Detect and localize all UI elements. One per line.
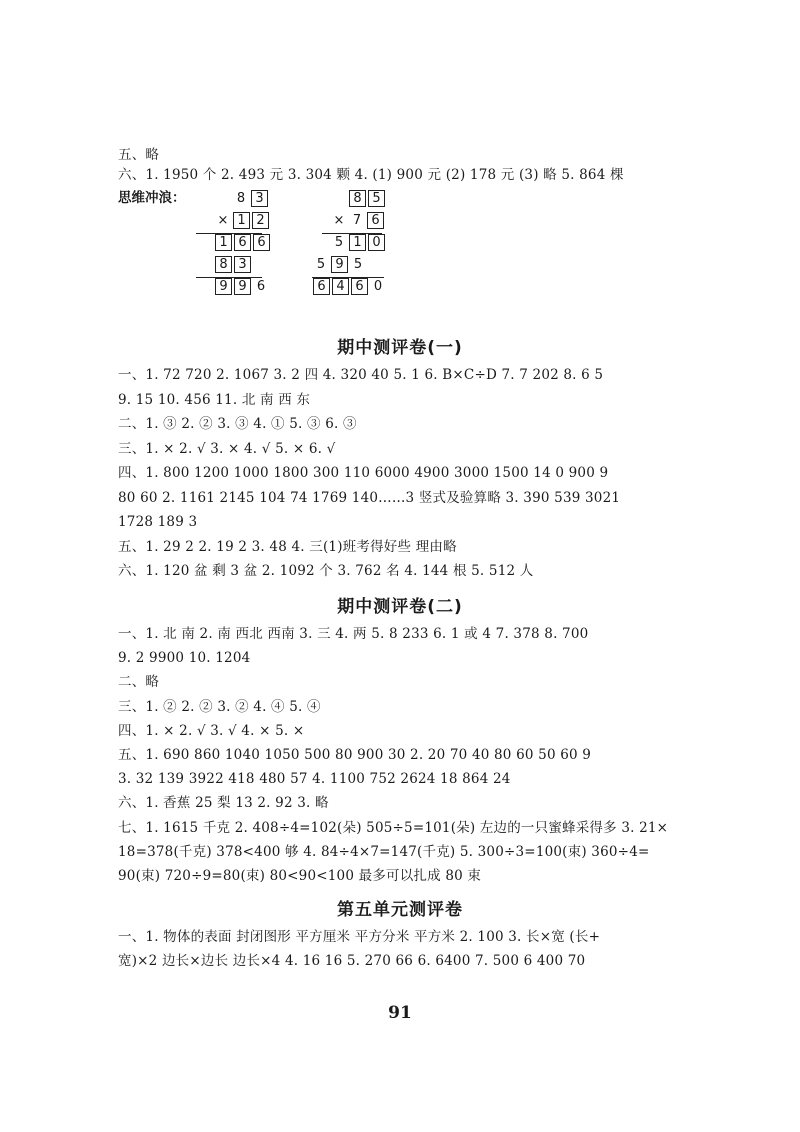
digit-box: 1	[349, 234, 366, 251]
digit-box: 6	[234, 234, 251, 251]
digit: 7	[352, 213, 362, 228]
digit-box: 6	[253, 234, 270, 251]
text-line: 90(束) 720÷9=80(束) 80<90<100 最多可以扎成 80 束	[118, 868, 482, 884]
digit-box: 3	[251, 190, 268, 207]
puzzle-row	[196, 278, 270, 298]
digit-box: 2	[252, 212, 269, 229]
digit-box: 3	[234, 256, 251, 273]
puzzle-row	[196, 212, 270, 232]
digit	[196, 212, 214, 230]
digit-box: 9	[215, 278, 232, 295]
page-number: 91	[388, 1003, 412, 1023]
text-line: 五、1. 690 860 1040 1050 500 80 900 30 2. 20 70 40 80 60 50 60 9	[118, 747, 592, 763]
text-line: 1728 189 3	[118, 514, 198, 530]
digit	[367, 256, 385, 274]
digit: 8	[236, 191, 246, 206]
digit-box: 6	[351, 278, 368, 295]
digit	[196, 256, 214, 274]
text-line: 五、1. 29 2 2. 19 2 3. 48 4. 三(1)班考得好些 理由略	[118, 538, 457, 555]
digit	[196, 234, 214, 252]
digit-box: 9	[234, 278, 251, 295]
text-line: 三、1. × 2. √ 3. × 4. √ 5. × 6. √	[118, 440, 336, 457]
puzzle-row	[312, 190, 386, 210]
sum-rule	[196, 277, 262, 278]
digit-box: 5	[368, 190, 385, 207]
digit	[312, 234, 330, 252]
digit-box: 6	[313, 278, 330, 295]
section-title-midterm-1: 期中测评卷(一)	[337, 338, 463, 358]
digit: 0	[373, 279, 383, 294]
digit	[196, 278, 214, 296]
text-line: 三、1. ② 2. ② 3. ② 4. ④ 5. ④	[118, 698, 321, 715]
digit-box: 1	[233, 212, 250, 229]
digit	[196, 190, 214, 208]
digit	[252, 256, 270, 274]
text-line: 80 60 2. 1161 2145 104 74 1769 140……3 竖式及验算略 3. 390 539 3021	[118, 489, 621, 506]
text-line: 宽)×2 边长×边长 边长×4 4. 16 16 5. 270 66 6. 6400 7. 500 6 400 70	[118, 953, 586, 969]
digit	[312, 212, 330, 230]
digit	[330, 190, 348, 208]
digit-box: 0	[368, 234, 385, 251]
sum-rule	[312, 277, 384, 278]
text-line: 六、1. 1950 个 2. 493 元 3. 304 颗 4. (1) 900 元 (2) 178 元 (3) 略 5. 864 棵	[118, 167, 624, 183]
digit	[312, 190, 330, 208]
text-line: 一、1. 北 南 2. 南 西北 西南 3. 三 4. 两 5. 8 233 6. 1 或 4 7. 378 8. 700	[118, 626, 589, 642]
digit-box: 9	[331, 256, 348, 273]
puzzle-row	[312, 256, 385, 276]
text-line: 二、1. ③ 2. ② 3. ③ 4. ① 5. ③ 6. ③	[118, 416, 357, 432]
section-title-midterm-2: 期中测评卷(二)	[337, 597, 463, 617]
text-line: 五、略	[118, 147, 160, 163]
digit-box: 4	[332, 278, 349, 295]
sum-rule	[322, 233, 382, 234]
text-line: 9. 2 9900 10. 1204	[118, 650, 251, 667]
text-line: 七、1. 1615 千克 2. 408÷4=102(朵) 505÷5=101(朵) 左边的一只蜜蜂采得多 3. 21×	[118, 819, 669, 836]
puzzle-row	[312, 278, 387, 298]
text-line: 二、略	[118, 674, 160, 691]
text-line: 六、1. 香蕉 25 梨 13 2. 92 3. 略	[118, 795, 329, 812]
digit-box: 1	[215, 234, 232, 251]
puzzle-row	[312, 212, 385, 232]
text-line: 9. 15 10. 456 11. 北 南 西 东	[118, 391, 311, 408]
puzzle-row	[312, 234, 386, 254]
text-line: 四、1. 800 1200 1000 1800 300 110 6000 4900 3000 1500 14 0 900 9	[118, 465, 609, 481]
text-line: 18=378(千克) 378<400 够 4. 84÷4×7=147(千克) 5. 300÷3=100(束) 360÷4=	[118, 843, 650, 860]
digit-box: 8	[349, 190, 366, 207]
section-title-unit-5: 第五单元测评卷	[337, 900, 463, 920]
digit: 5	[334, 235, 344, 250]
text-line: 一、1. 72 720 2. 1067 3. 2 四 4. 320 40 5. 1 6. B×C÷D 7. 7 202 8. 6 5	[118, 367, 604, 383]
digit: ×	[333, 213, 345, 228]
sum-rule	[196, 233, 262, 234]
text-line: 四、1. × 2. √ 3. √ 4. × 5. ×	[118, 722, 305, 739]
puzzle-row	[196, 234, 271, 254]
puzzle-row	[196, 256, 270, 276]
text-line: 3. 32 139 3922 418 480 57 4. 1100 752 2624 18 864 24	[118, 771, 511, 788]
digit	[214, 190, 232, 208]
digit-box: 6	[367, 212, 384, 229]
digit: 5	[316, 257, 326, 272]
digit: 6	[256, 279, 266, 294]
digit: ×	[217, 213, 229, 228]
text-line: 六、1. 120 盆 剩 3 盆 2. 1092 个 3. 762 名 4. 144 根 5. 512 人	[118, 563, 534, 579]
digit: 5	[353, 257, 363, 272]
puzzle-row	[196, 190, 269, 210]
puzzle-label: 思维冲浪：	[118, 190, 186, 206]
text-line: 一、1. 物体的表面 封闭图形 平方厘米 平方分米 平方米 2. 100 3. 长×宽 (长+	[118, 929, 601, 945]
digit-box: 8	[215, 256, 232, 273]
